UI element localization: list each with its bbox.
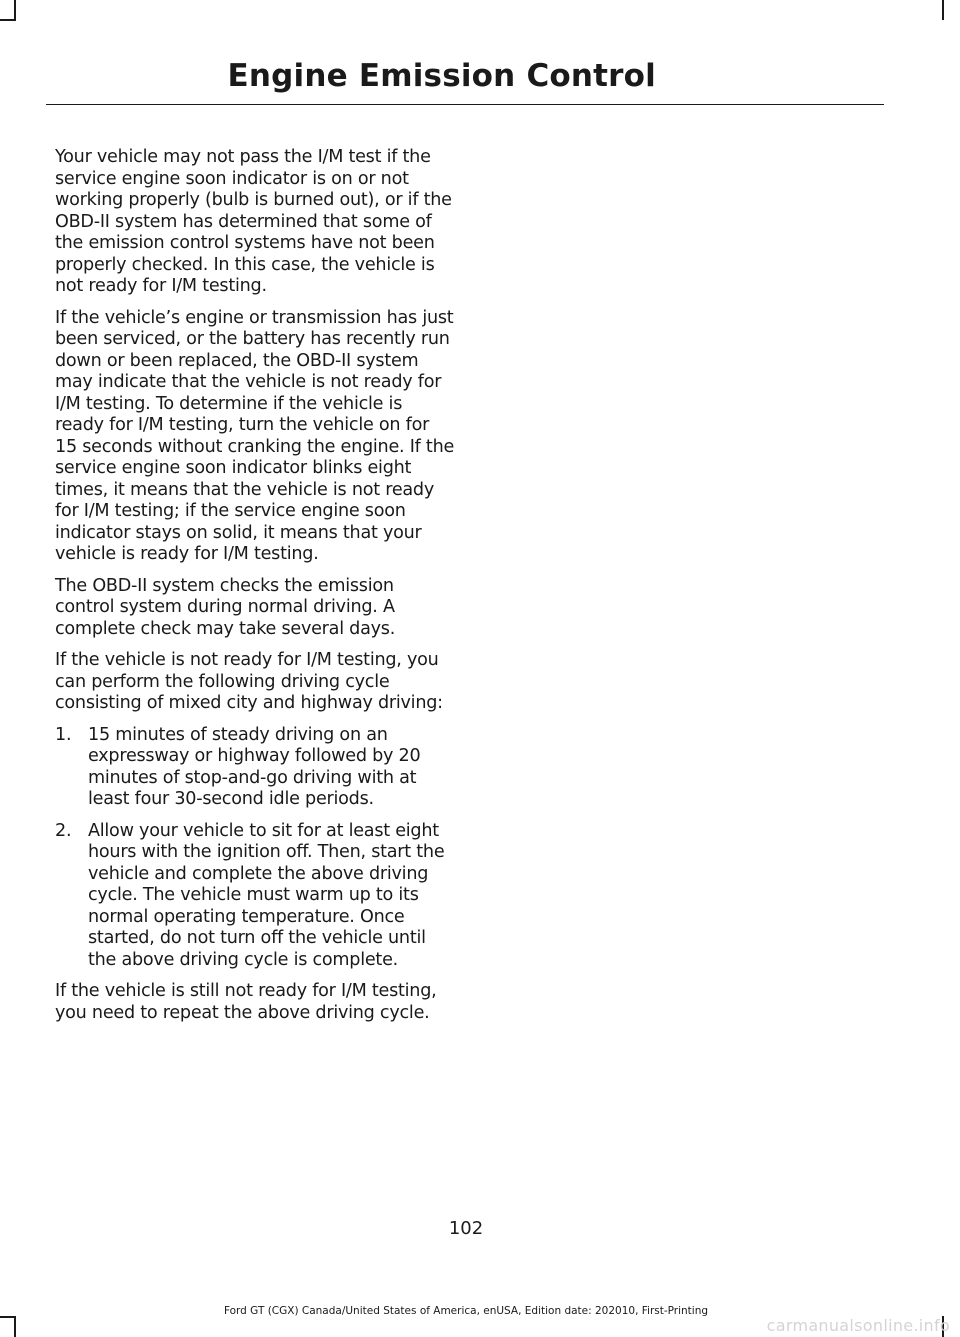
crop-mark-top-left-vertical (14, 0, 16, 20)
list-item-number: 2. (55, 820, 72, 841)
body-text (55, 147, 455, 1034)
watermark: carmanualsonline.info (766, 1316, 950, 1335)
paragraph: If the vehicle’s engine or transmission has just been serviced, or the battery has recently run down or been replaced, the OBD-II system may indicate that the vehicle is not ready for I/M testing. To determine if the vehicle is ready for I/M testing, turn the vehicle on for 15 seconds without cranking the engine. If the service engine soon indicator blinks eight times, it means that the vehicle is not ready for I/M testing; if the service engine soon indicator stays on solid, it means that your vehicle is ready for I/M testing. (55, 307, 455, 564)
paragraph: Your vehicle may not pass the I/M test if the service engine soon indicator is on or not working properly (bulb is burned out), or if the OBD-II system has determined that some of the emission control systems have not been properly checked. In this case, the vehicle is not ready for I/M testing. (55, 147, 452, 296)
paragraph: If the vehicle is not ready for I/M testing, you can perform the following driving cycle consisting of mixed city and highway driving: (55, 650, 443, 713)
paragraph: If the vehicle is still not ready for I/M testing, you need to repeat the above driving cycle. (55, 981, 437, 1023)
header-divider (46, 104, 884, 105)
list-item (55, 725, 455, 811)
footer-edition-info: Ford GT (CGX) Canada/United States of America, enUSA, Edition date: 202010, First-Printing (223, 1305, 709, 1317)
page-title: Engine Emission Control (227, 58, 656, 94)
crop-mark-top-left-horizontal (0, 19, 16, 21)
crop-mark-top-right (942, 0, 944, 20)
list-item-text: Allow your vehicle to sit for at least eight hours with the ignition off. Then, start the vehicle and complete the above driving cycle. The vehicle must warm up to its normal operating temperature. Once started, do not turn off the vehicle until the above driving cycle is complete. (88, 820, 445, 970)
list-item-text: 15 minutes of steady driving on an expressway or highway followed by 20 minutes of stop-and-go driving with at least four 30-second idle periods. (88, 724, 421, 809)
list-item (55, 821, 455, 972)
list-item-number: 1. (55, 724, 72, 745)
crop-mark-bottom-left-vertical (14, 1316, 16, 1337)
page-number: 102 (448, 1218, 484, 1239)
paragraph: The OBD-II system checks the emission control system during normal driving. A complete check may take several days. (55, 575, 396, 639)
